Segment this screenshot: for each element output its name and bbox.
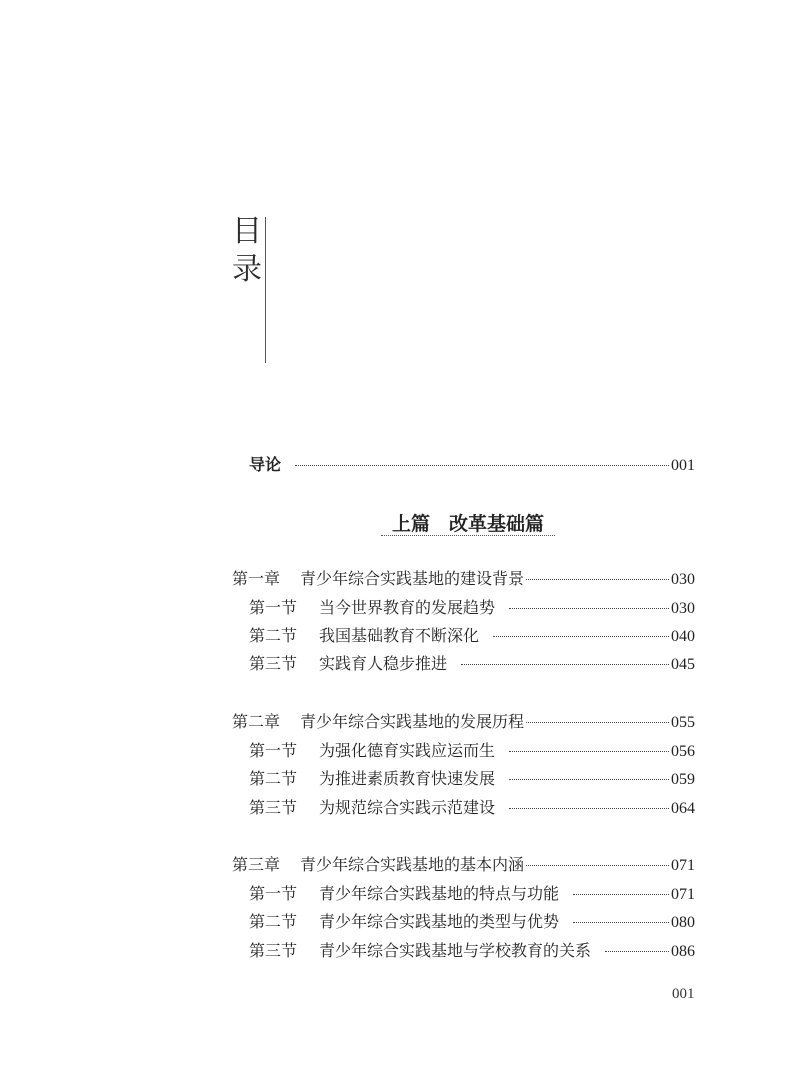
toc-entry-section[interactable] — [249, 881, 695, 904]
chapter-label: 第三章 — [232, 855, 281, 874]
toc-entry-section[interactable] — [249, 623, 695, 646]
section-label: 第二节 — [249, 769, 298, 788]
page-folio: 001 — [672, 986, 695, 1002]
dot-leader — [573, 893, 669, 895]
page-number: 045 — [671, 656, 695, 673]
toc-entry-section[interactable] — [249, 738, 695, 761]
chapter-title: 青少年综合实践基地的基本内涵 — [300, 855, 525, 874]
dot-leader — [493, 635, 669, 637]
page-number: 059 — [671, 771, 695, 788]
page-number: 064 — [671, 800, 695, 817]
page-number: 086 — [671, 943, 695, 960]
toc-entry-section[interactable] — [249, 795, 695, 818]
toc-title — [231, 213, 263, 289]
section-label: 第三节 — [249, 941, 298, 960]
dot-leader — [509, 807, 669, 809]
toc-entry-chapter[interactable] — [232, 852, 695, 875]
intro-label: 导论 — [249, 455, 282, 474]
part-heading-underline — [381, 535, 555, 536]
toc-entry-chapter[interactable] — [232, 709, 695, 732]
dot-leader — [605, 950, 669, 952]
dot-leader — [295, 464, 669, 466]
page-number: 071 — [671, 886, 695, 903]
toc-entry-section[interactable] — [249, 938, 695, 961]
section-title: 青少年综合实践基地的类型与优势 — [319, 912, 560, 931]
section-title: 青少年综合实践基地与学校教育的关系 — [319, 941, 592, 960]
section-label: 第二节 — [249, 626, 298, 645]
chapter-title: 青少年综合实践基地的建设背景 — [300, 569, 525, 588]
section-title: 青少年综合实践基地的特点与功能 — [319, 884, 560, 903]
section-label: 第一节 — [249, 741, 298, 760]
section-title: 当今世界教育的发展趋势 — [319, 598, 496, 617]
dot-leader — [526, 721, 669, 723]
chapter-label: 第一章 — [232, 569, 281, 588]
section-title: 为推进素质教育快速发展 — [319, 769, 496, 788]
toc-entry-section[interactable] — [249, 766, 695, 789]
toc-entry-section[interactable] — [249, 651, 695, 674]
toc-entry-section[interactable] — [249, 595, 695, 618]
page-number: 001 — [671, 457, 695, 474]
chapter-title: 青少年综合实践基地的发展历程 — [300, 712, 525, 731]
section-title: 我国基础教育不断深化 — [319, 626, 480, 645]
section-label: 第一节 — [249, 884, 298, 903]
section-title: 实践育人稳步推进 — [319, 654, 448, 673]
section-title: 为规范综合实践示范建设 — [319, 798, 496, 817]
page-number: 030 — [671, 600, 695, 617]
page-number: 056 — [671, 743, 695, 760]
page-number: 080 — [671, 914, 695, 931]
dot-leader — [509, 778, 669, 780]
section-label: 第三节 — [249, 654, 298, 673]
chapter-label: 第二章 — [232, 712, 281, 731]
toc-title-char: 录 — [232, 252, 262, 287]
dot-leader — [526, 864, 669, 866]
toc-entry-section[interactable] — [249, 909, 695, 932]
section-label: 第三节 — [249, 798, 298, 817]
page-number: 055 — [671, 714, 695, 731]
title-vertical-rule — [265, 217, 266, 363]
dot-leader — [509, 750, 669, 752]
dot-leader — [526, 578, 669, 580]
dot-leader — [461, 663, 669, 665]
toc-title-char: 目 — [232, 214, 262, 249]
toc-entry-intro[interactable] — [249, 452, 695, 475]
section-label: 第一节 — [249, 598, 298, 617]
section-title: 为强化德育实践应运而生 — [319, 741, 496, 760]
dot-leader — [573, 921, 669, 923]
toc-entry-chapter[interactable] — [232, 566, 695, 589]
page-number: 071 — [671, 857, 695, 874]
section-label: 第二节 — [249, 912, 298, 931]
page-number: 040 — [671, 628, 695, 645]
dot-leader — [509, 607, 669, 609]
part-heading: 上篇 改革基础篇 — [391, 513, 544, 535]
page-number: 030 — [671, 571, 695, 588]
